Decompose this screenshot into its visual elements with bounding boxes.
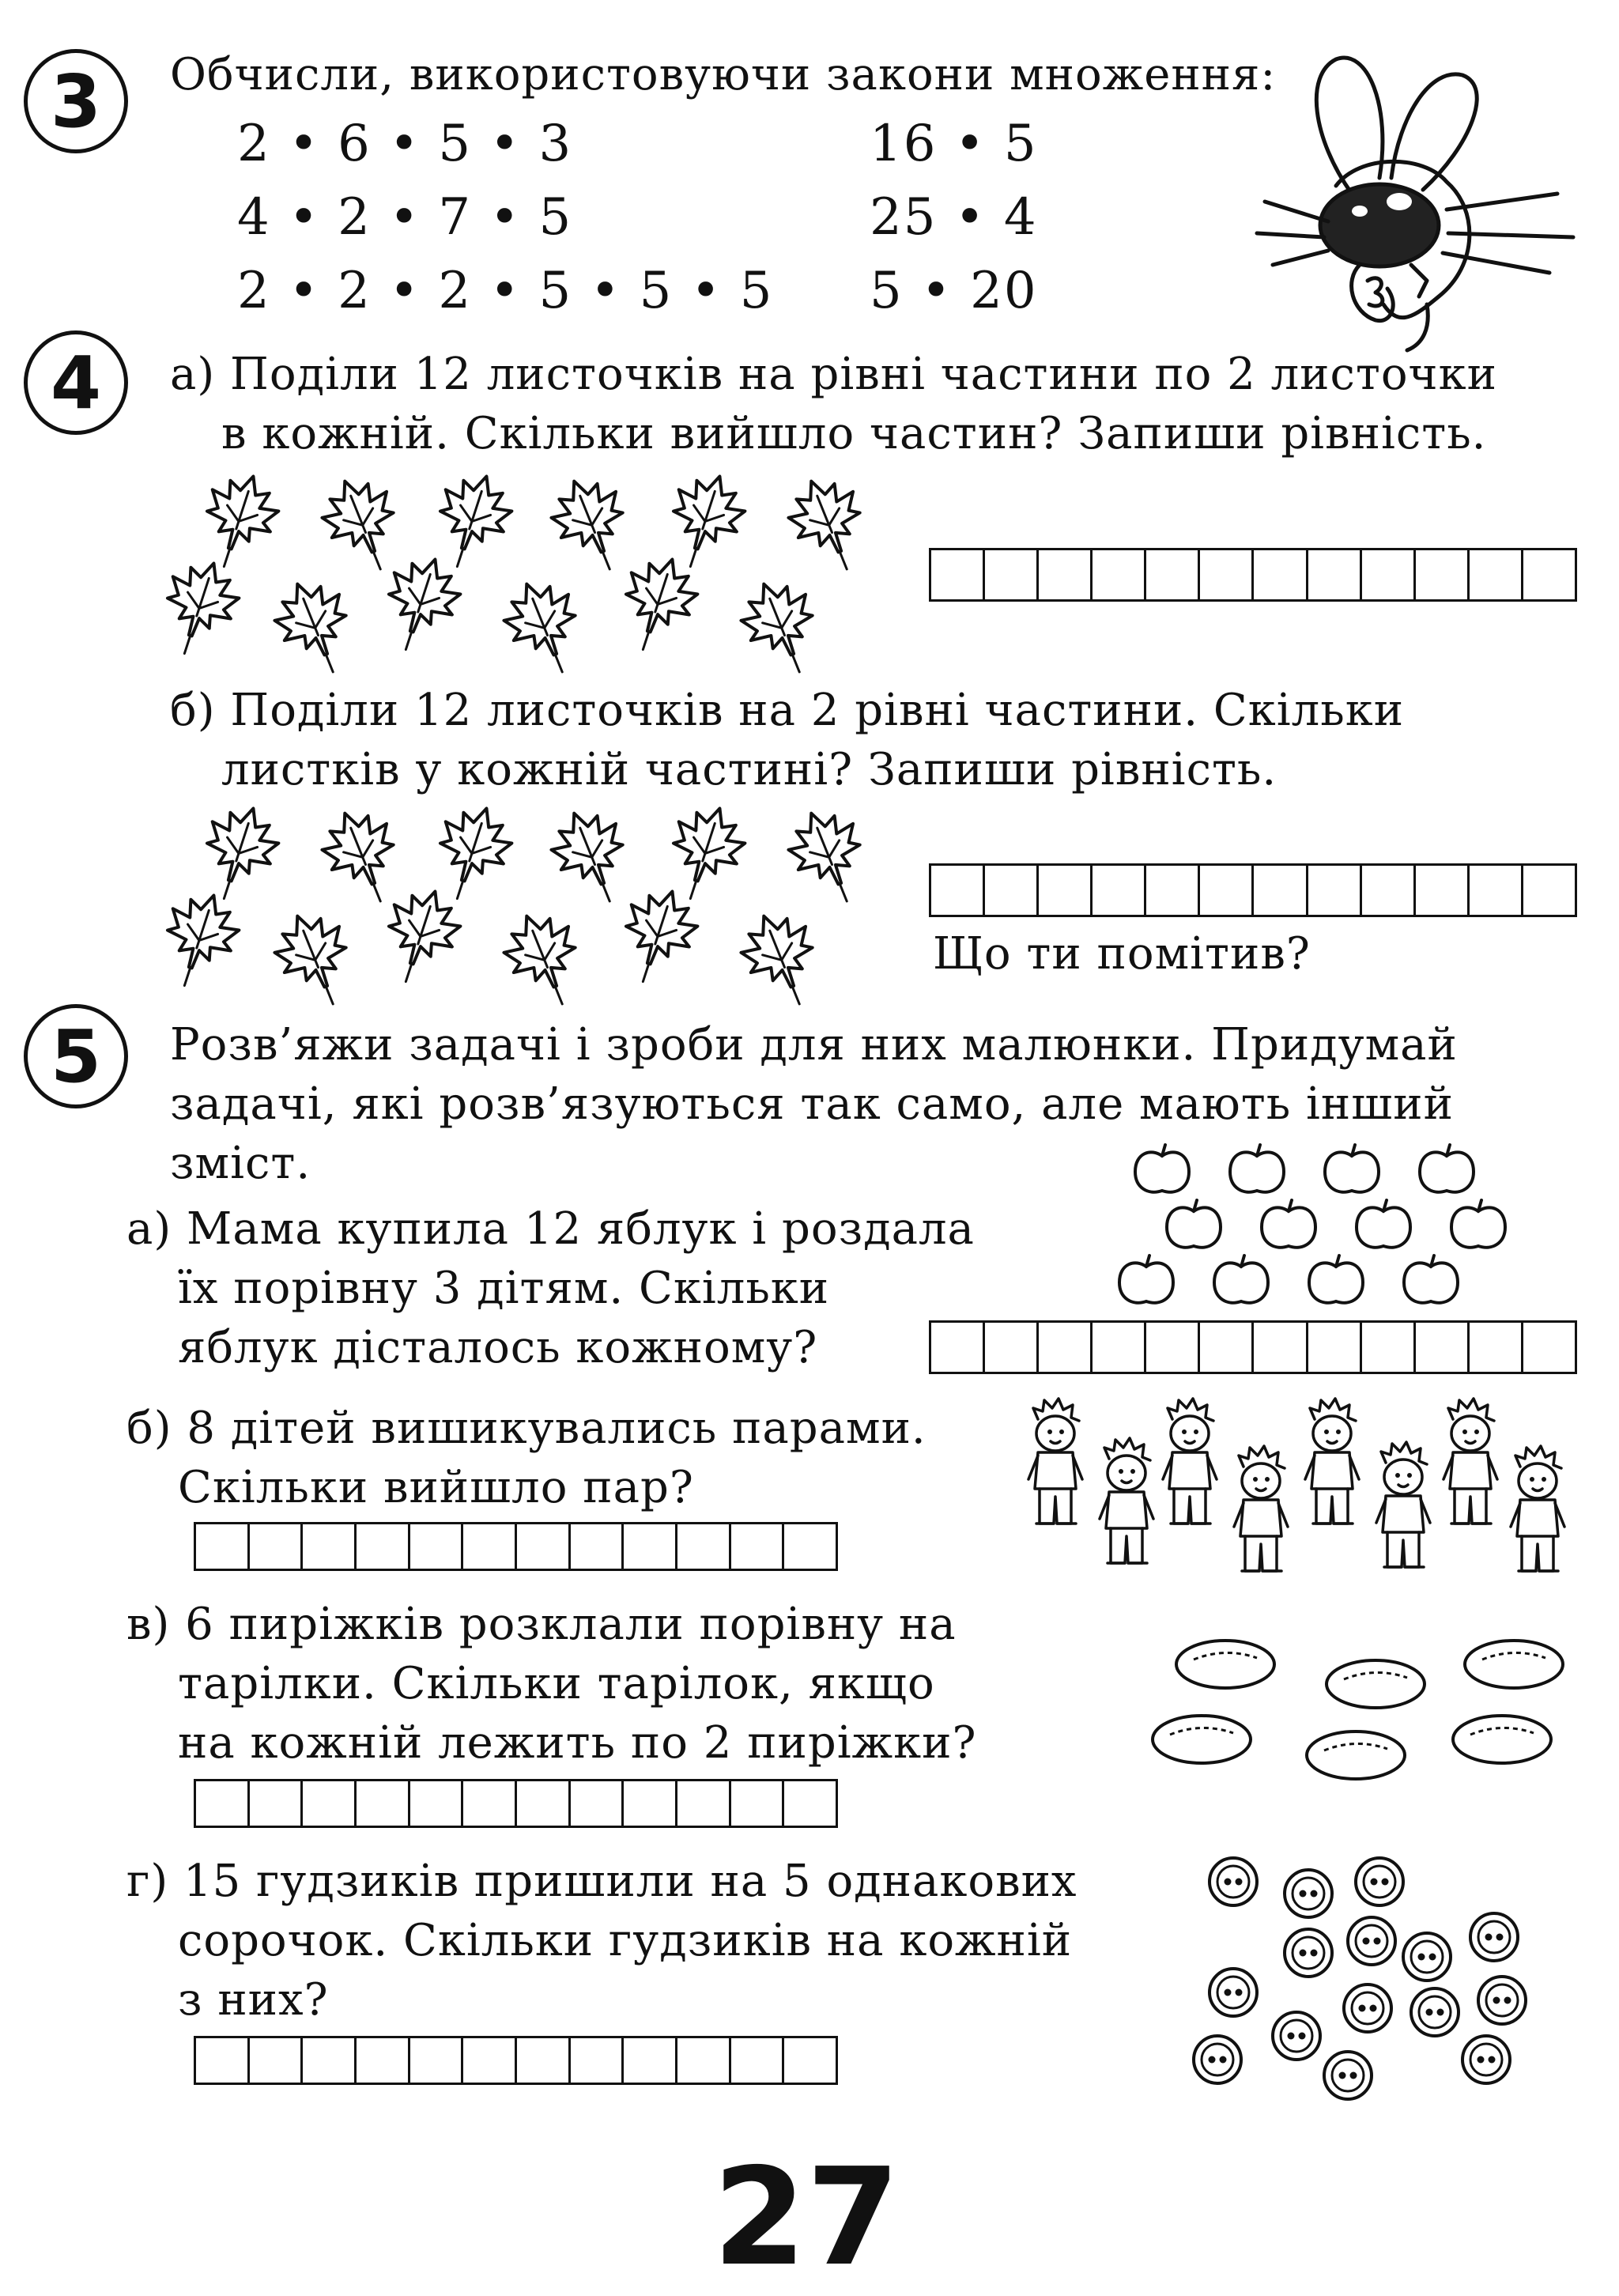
answer-cell[interactable] [677, 2038, 731, 2083]
maple-leaf-icon [312, 800, 413, 914]
pie-icon [1465, 1641, 1563, 1688]
button-icon [1210, 1969, 1257, 2016]
answer-cell[interactable] [463, 1524, 517, 1569]
answer-grid-5b[interactable] [194, 1522, 838, 1571]
answer-cell[interactable] [1308, 550, 1362, 599]
answer-cell[interactable] [517, 1781, 571, 1826]
rabbit-illustration [1241, 43, 1605, 352]
answer-cell[interactable] [985, 550, 1039, 599]
task-4a-line-1: а) Поділи 12 листочків на рівні частини по 2 листочки [170, 349, 1497, 400]
button-icon [1210, 1858, 1257, 1905]
task-5b-line-1: б) 8 дітей вишикувались парами. [126, 1403, 926, 1454]
answer-cell[interactable] [1362, 866, 1416, 915]
answer-cell[interactable] [784, 1524, 838, 1569]
task-5-intro-line-1: Розв’яжи задачі і зроби для них малюнки. Придумай [170, 1019, 1458, 1071]
task-5a-line-3: яблук дісталось кожному? [178, 1322, 818, 1373]
maple-leaf-icon [779, 800, 879, 914]
task-5-number: 5 [24, 1004, 128, 1108]
apple-icon [1404, 1256, 1458, 1303]
answer-cell[interactable] [1362, 1323, 1416, 1372]
maple-leaf-icon [152, 885, 247, 996]
answer-cell[interactable] [571, 1524, 625, 1569]
answer-cell[interactable] [250, 1524, 304, 1569]
answer-cell[interactable] [1523, 1323, 1577, 1372]
answer-cell[interactable] [1523, 550, 1577, 599]
task-3-instruction: Обчисли, використовуючи закони множення: [170, 49, 1277, 100]
answer-cell[interactable] [357, 2038, 410, 2083]
maple-leaf-icon [265, 903, 365, 1017]
apple-icon [1420, 1145, 1474, 1192]
answer-cell[interactable] [731, 1524, 785, 1569]
task-3-number: 3 [24, 49, 128, 153]
button-icon [1348, 1917, 1395, 1965]
answer-cell[interactable] [931, 550, 985, 599]
pie-icon [1453, 1716, 1551, 1763]
answer-cell[interactable] [357, 1781, 410, 1826]
answer-cell[interactable] [303, 1781, 357, 1826]
answer-cell[interactable] [784, 1781, 838, 1826]
answer-grid-5g[interactable] [194, 2036, 838, 2085]
apple-icon [1167, 1200, 1221, 1248]
apple-icon [1135, 1145, 1189, 1192]
answer-cell[interactable] [1093, 550, 1146, 599]
child-figure-icon [1305, 1399, 1359, 1524]
task-4b-question: Що ти помітив? [933, 928, 1311, 980]
button-icon [1478, 1977, 1526, 2024]
task-4-number: 4 [24, 330, 128, 435]
task-3-expression-left-2: 4 • 2 • 7 • 5 [237, 188, 573, 247]
task-5a-line-1: а) Мама купила 12 яблук і роздала [126, 1203, 975, 1255]
leaves-group-a [178, 470, 917, 676]
maple-leaf-icon [542, 800, 642, 914]
maple-leaf-icon [494, 571, 594, 685]
maple-leaf-icon [373, 549, 469, 660]
answer-cell[interactable] [731, 2038, 785, 2083]
task-5a-line-2: їх порівну 3 дітям. Скільки [178, 1263, 830, 1314]
answer-cell[interactable] [250, 2038, 304, 2083]
task-3-expression-left-3: 2 • 2 • 2 • 5 • 5 • 5 [237, 262, 774, 320]
task-3-expression-left-1: 2 • 6 • 5 • 3 [237, 115, 573, 173]
apple-icon [1357, 1200, 1410, 1248]
answer-cell[interactable] [1470, 1323, 1523, 1372]
button-icon [1324, 2052, 1372, 2099]
answer-cell[interactable] [463, 2038, 517, 2083]
child-figure-icon [1511, 1446, 1564, 1571]
answer-cell[interactable] [1254, 866, 1308, 915]
answer-cell[interactable] [517, 2038, 571, 2083]
task-5b-line-2: Скільки вийшло пар? [178, 1462, 694, 1513]
task-5g-line-2: сорочок. Скільки гудзиків на кожній [178, 1915, 1073, 1966]
answer-cell[interactable] [410, 1524, 464, 1569]
maple-leaf-icon [191, 466, 287, 577]
answer-cell[interactable] [1308, 1323, 1362, 1372]
answer-cell[interactable] [1200, 1323, 1254, 1372]
task-4a-line-2: в кожній. Скільки вийшло частин? Запиши рівність. [221, 408, 1487, 459]
answer-cell[interactable] [1093, 866, 1146, 915]
answer-cell[interactable] [784, 2038, 838, 2083]
button-icon [1462, 2036, 1510, 2083]
answer-cell[interactable] [357, 1524, 410, 1569]
maple-leaf-icon [265, 571, 365, 685]
answer-cell[interactable] [1308, 866, 1362, 915]
pie-icon [1153, 1716, 1251, 1763]
answer-cell[interactable] [985, 1323, 1039, 1372]
apple-icon [1262, 1200, 1315, 1248]
answer-cell[interactable] [517, 1524, 571, 1569]
answer-cell[interactable] [731, 1781, 785, 1826]
task-5v-line-2: тарілки. Скільки тарілок, якщо [178, 1658, 935, 1709]
task-3-expression-right-3: 5 • 20 [870, 262, 1038, 320]
task-5-intro-line-2: задачі, які розв’язуються так само, але мають інший [170, 1078, 1454, 1130]
answer-cell[interactable] [571, 1781, 625, 1826]
leaves-group-b [178, 802, 917, 1008]
answer-cell[interactable] [677, 1781, 731, 1826]
answer-cell[interactable] [1146, 550, 1200, 599]
answer-cell[interactable] [196, 1781, 250, 1826]
answer-cell[interactable] [303, 1524, 357, 1569]
answer-cell[interactable] [410, 1781, 464, 1826]
answer-cell[interactable] [1254, 550, 1308, 599]
answer-cell[interactable] [1200, 550, 1254, 599]
child-figure-icon [1444, 1399, 1497, 1524]
maple-leaf-icon [731, 903, 832, 1017]
maple-leaf-icon [191, 798, 287, 909]
answer-cell[interactable] [1039, 550, 1093, 599]
answer-cell[interactable] [250, 1781, 304, 1826]
answer-grid-4a[interactable] [929, 548, 1577, 602]
answer-cell[interactable] [985, 866, 1039, 915]
maple-leaf-icon [542, 468, 642, 582]
button-icon [1344, 1984, 1391, 2032]
answer-cell[interactable] [677, 1524, 731, 1569]
answer-cell[interactable] [410, 2038, 464, 2083]
answer-cell[interactable] [931, 866, 985, 915]
answer-cell[interactable] [1254, 1323, 1308, 1372]
answer-grid-5a[interactable] [929, 1320, 1577, 1374]
button-icon [1194, 2036, 1241, 2083]
answer-cell[interactable] [1523, 866, 1577, 915]
answer-cell[interactable] [1093, 1323, 1146, 1372]
button-icon [1273, 2012, 1320, 2060]
child-figure-icon [1234, 1446, 1288, 1571]
button-icon [1470, 1913, 1518, 1961]
answer-grid-5v[interactable] [194, 1779, 838, 1828]
task-4b-line-1: б) Поділи 12 листочків на 2 рівні частини. Скільки [170, 685, 1405, 736]
answer-cell[interactable] [1416, 866, 1470, 915]
task-5g-line-1: г) 15 гудзиків пришили на 5 однакових [126, 1856, 1077, 1907]
answer-cell[interactable] [1416, 550, 1470, 599]
answer-cell[interactable] [931, 1323, 985, 1372]
task-3-expression-right-1: 16 • 5 [870, 115, 1038, 173]
pie-icon [1176, 1641, 1274, 1688]
answer-cell[interactable] [1039, 866, 1093, 915]
button-icon [1356, 1858, 1403, 1905]
answer-cell[interactable] [624, 2038, 677, 2083]
answer-cell[interactable] [624, 1781, 677, 1826]
maple-leaf-icon [425, 798, 520, 909]
task-5v-line-3: на кожній лежить по 2 пиріжки? [178, 1717, 977, 1769]
children-group [1012, 1395, 1581, 1585]
maple-leaf-icon [373, 881, 469, 992]
pies-group [1154, 1629, 1581, 1779]
button-icon [1285, 1929, 1332, 1977]
child-figure-icon [1028, 1399, 1082, 1524]
maple-leaf-icon [779, 468, 879, 582]
answer-cell[interactable] [196, 1524, 250, 1569]
apples-group [1115, 1139, 1494, 1320]
answer-cell[interactable] [463, 1781, 517, 1826]
task-3-expression-right-2: 25 • 4 [870, 188, 1038, 247]
maple-leaf-icon [425, 466, 520, 577]
task-4b-line-2: листків у кожній частині? Запиши рівність. [221, 744, 1277, 795]
answer-cell[interactable] [571, 2038, 625, 2083]
apple-icon [1230, 1145, 1284, 1192]
page-number: 27 [712, 2139, 900, 2296]
answer-cell[interactable] [1146, 1323, 1200, 1372]
maple-leaf-icon [152, 553, 247, 664]
answer-cell[interactable] [1416, 1323, 1470, 1372]
answer-cell[interactable] [1470, 866, 1523, 915]
child-figure-icon [1163, 1399, 1217, 1524]
button-icon [1285, 1870, 1332, 1917]
maple-leaf-icon [312, 468, 413, 582]
apple-icon [1451, 1200, 1505, 1248]
button-icon [1403, 1933, 1451, 1981]
task-5-intro-line-3: зміст. [170, 1138, 311, 1189]
apple-icon [1325, 1145, 1379, 1192]
child-figure-icon [1376, 1442, 1430, 1567]
pie-icon [1327, 1660, 1425, 1708]
answer-cell[interactable] [1146, 866, 1200, 915]
task-5g-line-3: з них? [178, 1974, 329, 2026]
buttons-group [1170, 1850, 1549, 2087]
button-icon [1411, 1988, 1459, 2036]
maple-leaf-icon [494, 903, 594, 1017]
maple-leaf-icon [731, 571, 832, 685]
task-5v-line-1: в) 6 пиріжків розклали порівну на [126, 1599, 957, 1650]
answer-grid-4b[interactable] [929, 863, 1577, 917]
apple-icon [1119, 1256, 1173, 1303]
apple-icon [1214, 1256, 1268, 1303]
answer-cell[interactable] [303, 2038, 357, 2083]
apple-icon [1309, 1256, 1363, 1303]
pie-icon [1307, 1731, 1405, 1779]
answer-cell[interactable] [1362, 550, 1416, 599]
answer-cell[interactable] [624, 1524, 677, 1569]
child-figure-icon [1100, 1438, 1153, 1563]
answer-cell[interactable] [1039, 1323, 1093, 1372]
answer-cell[interactable] [1200, 866, 1254, 915]
answer-cell[interactable] [196, 2038, 250, 2083]
answer-cell[interactable] [1470, 550, 1523, 599]
